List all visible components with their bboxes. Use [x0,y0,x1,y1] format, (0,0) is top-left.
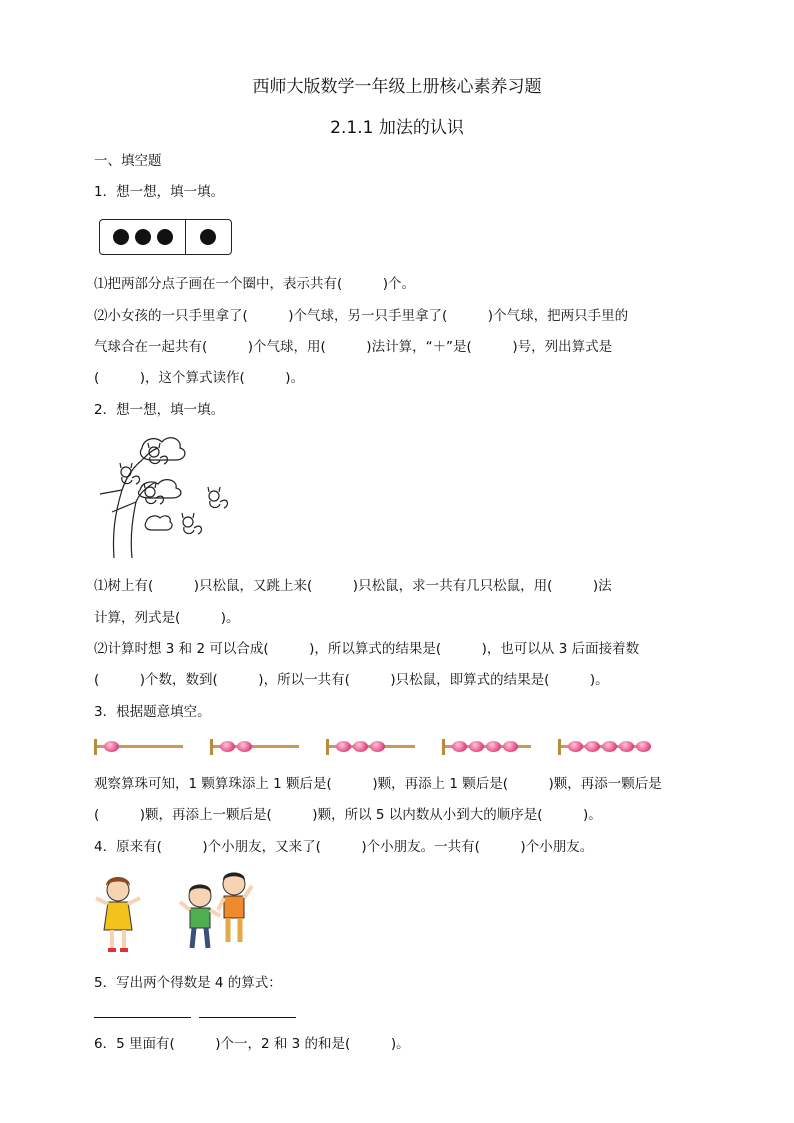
dots-divider [185,220,186,254]
page-title: 西师大版数学一年级上册核心素养习题 [252,77,542,97]
abacus-bead [237,741,252,752]
q1-part2-line2: 气球合在一起共有( )个气球，用( )法计算，“＋”是( )号，列出算式是 [94,339,613,355]
abacus-bead [568,741,583,752]
abacus-row [94,736,634,758]
dot-icon [157,229,173,245]
squirrel-icon [208,487,227,508]
abacus-bead [353,741,368,752]
q5-prompt: 5．写出两个得数是 4 的算式： [94,975,282,991]
abacus-bead [452,741,467,752]
dots-box [99,219,232,255]
abacus-bead [370,741,385,752]
q4-prompt: 4．原来有( )个小朋友，又来了( )个小朋友。一共有( )个小朋友。 [94,839,594,855]
girl-icon [96,877,140,950]
q1-part2-line3: ( )，这个算式读作( )。 [94,370,305,386]
abacus-bead [486,741,501,752]
abacus-bead [602,741,617,752]
squirrels-tree-illustration [92,430,242,560]
abacus-bead [336,741,351,752]
q6-prompt: 6．5 里面有( )个一，2 和 3 的和是( )。 [94,1036,410,1052]
q2-part2-line2: ( )个数，数到( )，所以一共有( )只松鼠，即算式的结果是( )。 [94,672,609,688]
dot-icon [113,229,129,245]
abacus-bead [104,741,119,752]
q2-part1-line1: ⑴树上有( )只松鼠，又跳上来( )只松鼠，求一共有几只松鼠，用( )法 [94,578,612,594]
abacus-bead [503,741,518,752]
q1-part2-line1: ⑵小女孩的一只手里拿了( )个气球，另一只手里拿了( )个气球，把两只手里的 [94,308,629,324]
abacus-bead [220,741,235,752]
q1-part1: ⑴把两部分点子画在一个圈中，表示共有( )个。 [94,276,416,292]
abacus-bead [636,741,651,752]
abacus-bead [469,741,484,752]
q2-prompt: 2．想一想，填一填。 [94,402,225,418]
dot-icon [135,229,151,245]
squirrel-icon [148,443,167,464]
lesson-subtitle: 2.1.1 加法的认识 [330,118,464,138]
q3-prompt: 3．根据题意填空。 [94,704,211,720]
squirrel-icon [144,483,163,504]
abacus-bead [585,741,600,752]
q3-line2: ( )颗，再添上一颗后是( )颗，所以 5 以内数从小到大的顺序是( )。 [94,807,602,823]
squirrel-icon [182,513,201,534]
answer-blank [199,1017,296,1018]
q3-line1: 观察算珠可知，1 颗算珠添上 1 颗后是( )颗，再添上 1 颗后是( )颗，再添一颗后是 [94,776,662,792]
q1-prompt: 1．想一想，填一填。 [94,184,225,200]
q2-part2-line1: ⑵计算时想 3 和 2 可以合成( )，所以算式的结果是( )，也可以从 3 后面接着数 [94,641,640,657]
children-illustration [92,868,262,958]
section-heading: 一、填空题 [94,153,162,169]
dot-icon [200,229,216,245]
boy-icon [180,885,220,949]
boy-icon [218,873,252,943]
answer-blank [94,1017,191,1018]
q2-part1-line2: 计算，列式是( )。 [94,610,240,626]
abacus-bead [619,741,634,752]
